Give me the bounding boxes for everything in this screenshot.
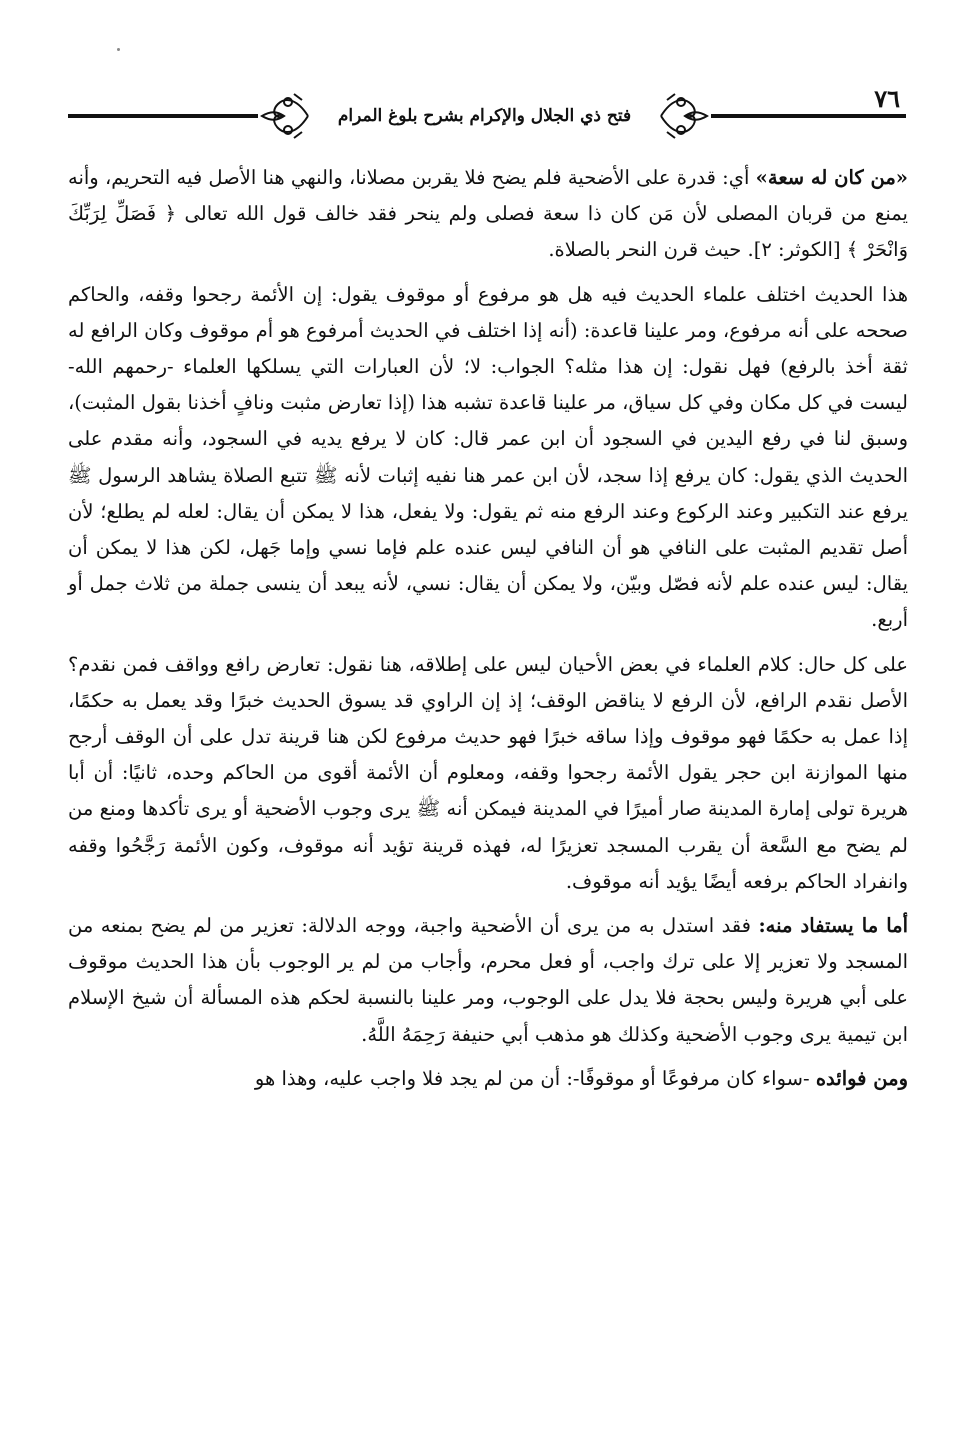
paragraph: [68, 277, 908, 639]
paragraph-text: -سواء كان مرفوعًا أو موقوفًا-: أن من لم يجد فلا واجب عليه، وهذا هو: [254, 1066, 816, 1090]
paragraph-text: هذا الحديث اختلف علماء الحديث فيه هل هو مرفوع أو موقوف يقول: إن الأئمة رجحوا وقفه، والحاكم صححه على أنه مرفوع، ومر علينا قاعدة: (أنه إذا اختلف في الحديث أمرفوع هو أم موقوف وكان الرافع له ثقة أخذ بالرفع) فهل نقول: إن هذا مثله؟ الجواب: لا؛ لأن العبارات التي يسلكها العلماء -رحمهم الله- ليست في كل مكان وفي كل سياق، مر علينا قاعدة تشبه هذا (إذا تعارض مثبت ونافٍ أخذنا بقول المثبت)، وسبق لنا في رفع اليدين في السجود أن ابن عمر قال: كان لا يرفع يديه في السجود، وأنه مقدم على الحديث الذي يقول: كان يرفع إذا سجد، لأن ابن عمر هنا نفيه إثبات لأنه ﷺ تتبع الصلاة يشاهد الرسول ﷺ يرفع عند التكبير وعند الركوع وعند الرفع منه ثم يقول: ولا يفعل، هذا لا يمكن أن يقال: لعله لم يطلع؛ لأن أصل تقديم المثبت على النافي هو أن النافي ليس عنده علم فإما نسي وإما جَهل، لكن هذا لا يمكن أن يقال: ليس عنده علم لأنه فصّل وبيّن، ولا يمكن أن يقال: نسي، لأنه يبعد أن ينسى جملة من ثلاث جمل أو أربع.: [68, 282, 908, 632]
paragraph: [68, 160, 908, 269]
page-header: [68, 86, 906, 146]
paragraph-lead: «من كان له سعة»: [755, 166, 908, 189]
header-ornament-right-icon: [657, 90, 711, 142]
paragraph-text: على كل حال: كلام العلماء في بعض الأحيان ليس على إطلاقه، هنا نقول: تعارض رافع وواقف فمن نقدم؟ الأصل نقدم الرافع، لأن الرفع لا يناقض الوقف؛ إذ إن الراوي قد يسوق الحديث خبرًا وقد يعمل به حكمًا، إذا عمل به حكمًا فهو موقوف وإذا ساقه خبرًا فهو حديث مرفوع لكن هنا قرينة تدل على أن الوقف أرجح منها الموازنة ابن حجر يقول الأئمة رجحوا وقفه، ومعلوم أن الأئمة أقوى من الحاكم وحده، ثانيًا: أن أبا هريرة تولى إمارة المدينة صار أميرًا في المدينة فيمكن أنه ﷺ يرى وجوب الأضحية أو يرى تأكدها ومنع من لم يضح مع السَّعة أن يقرب المسجد تعزيرًا له، فهذه قرينة تؤيد أنه موقوف، وكون الأئمة رَجَّحُوا وقفه وانفراد الحاكم برفعه أيضًا يؤيد أنه موقوف.: [68, 652, 908, 893]
paragraph: [68, 1061, 908, 1097]
paragraph-lead: ومن فوائده: [815, 1066, 908, 1090]
paragraph: [68, 908, 908, 1053]
paragraph-text: فقد استدل به من يرى أن الأضحية واجبة، ووجه الدلالة: تعزير من لم يضح بمنعه من المسجد ولا تعزير إلا على ترك واجب، أو فعل محرم، وأجاب من لم ير الوجوب بأن هذا الحديث موقوف على أبي هريرة وليس بحجة فلا يدل على الوجوب، ومر علينا بالنسبة لحكم هذه المسألة أن شيخ الإسلام ابن تيمية يرى وجوب الأضحية وكذلك هو مذهب أبي حنيفة رَحِمَهُ اللَّهُ.: [68, 914, 908, 1046]
page-number: ٧٦: [874, 84, 900, 113]
paragraph: [68, 647, 908, 900]
header-rule-left: [68, 114, 258, 118]
page-body: [68, 160, 908, 1105]
header-rule-right: [711, 114, 906, 118]
header-ornament-left-icon: [258, 90, 312, 142]
paragraph-lead: أما ما يستفاد منه:: [758, 914, 908, 938]
running-title: فتح ذي الجلال والإكرام بشرح بلوغ المرام: [337, 106, 632, 126]
paragraph-text: أي: قدرة على الأضحية فلم يضح فلا يقربن مصلانا، والنهي هنا الأصل فيه التحريم، وأنه يمنع من قربان المصلى لأن مَن كان ذا سعة فصلى ولم ينحر فقد خالف قول الله تعالى ﴿ فَصَلِّ لِرَبِّكَ وَانْحَرْ ﴾ [الكوثر: ٢]. حيث قرن النحر بالصلاة.: [68, 166, 908, 262]
scan-speck: [117, 48, 120, 51]
